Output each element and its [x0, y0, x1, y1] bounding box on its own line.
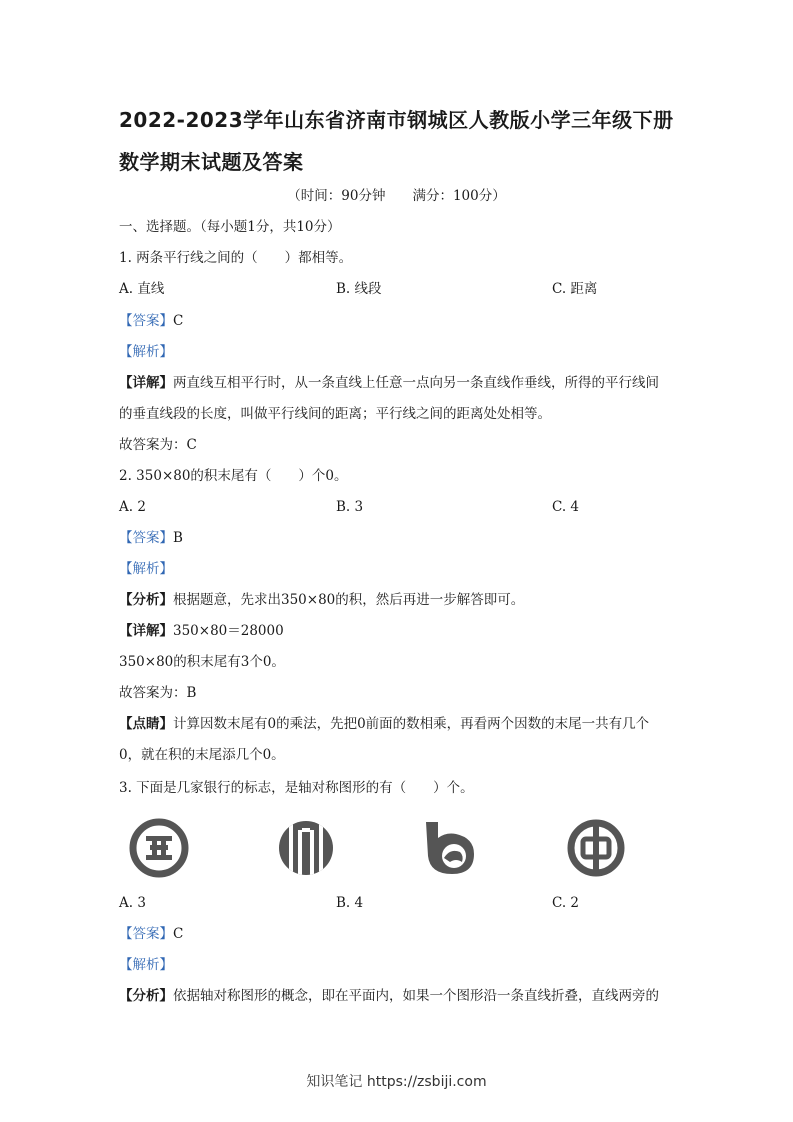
question-3-analysis-tag: 【解析】 — [119, 957, 173, 973]
question-3-answer — [119, 925, 183, 943]
detail-text: 两直线互相平行时，从一条直线上任意一点向另一条直线作垂线，所得的平行线间 — [173, 375, 659, 391]
dianjing-text: 计算因数末尾有0的乘法，先把0前面的数相乘，再看两个因数的末尾一共有几个 — [173, 716, 650, 732]
question-2-option-b: B. 3 — [336, 499, 364, 515]
bank-logo-2-icon — [276, 818, 336, 878]
question-1-stem: 1. 两条平行线之间的（ ）都相等。 — [119, 250, 353, 266]
question-2-dianjing-line-2: 0，就在积的末尾添几个0。 — [119, 747, 285, 763]
answer-tag: 【答案】 — [119, 926, 173, 942]
answer-value: C — [173, 926, 184, 942]
fenxi-tag: 【分析】 — [119, 592, 173, 608]
detail-tag: 【详解】 — [119, 623, 173, 639]
fenxi-text: 根据题意，先求出350×80的积，然后再进一步解答即可。 — [173, 592, 525, 608]
detail-text: 350×80＝28000 — [173, 623, 284, 639]
detail-tag: 【详解】 — [119, 375, 173, 391]
dianjing-tag: 【点睛】 — [119, 716, 173, 732]
document-title-line-2: 数学期末试题及答案 — [119, 150, 304, 174]
question-3-option-c: C. 2 — [552, 895, 580, 911]
question-2-answer — [119, 529, 183, 547]
question-2-detail-line-2: 350×80的积末尾有3个0。 — [119, 654, 285, 670]
bank-logo-4-icon — [566, 818, 626, 878]
question-2-option-a: A. 2 — [119, 499, 146, 515]
question-2-stem: 2. 350×80的积末尾有（ ）个0。 — [119, 468, 348, 484]
question-1-option-b: B. 线段 — [336, 281, 382, 297]
question-1-detail-line-2: 的垂直线段的长度，叫做平行线间的距离；平行线之间的距离处处相等。 — [119, 406, 551, 422]
question-2-analysis-tag: 【解析】 — [119, 561, 173, 577]
answer-tag: 【答案】 — [119, 313, 173, 329]
exam-meta: （时间：90分钟 满分：100分） — [287, 188, 506, 204]
bank-logo-3-icon — [420, 818, 480, 878]
question-2-detail-line-1 — [119, 622, 284, 640]
question-1-option-c: C. 距离 — [552, 281, 598, 297]
question-3-option-b: B. 4 — [336, 895, 364, 911]
bank-logo-1-icon — [129, 818, 189, 878]
question-2-option-c: C. 4 — [552, 499, 580, 515]
question-2-dianjing-line-1 — [119, 715, 649, 733]
answer-value: C — [173, 313, 184, 329]
question-2-conclusion: 故答案为：B — [119, 685, 197, 701]
answer-value: B — [173, 530, 183, 546]
question-1-option-a: A. 直线 — [119, 281, 165, 297]
fenxi-text: 依据轴对称图形的概念，即在平面内，如果一个图形沿一条直线折叠，直线两旁的 — [173, 988, 659, 1004]
answer-tag: 【答案】 — [119, 530, 173, 546]
question-2-fenxi — [119, 591, 524, 609]
question-1-conclusion: 故答案为：C — [119, 437, 197, 453]
question-1-detail-line-1 — [119, 374, 659, 392]
question-3-stem: 3. 下面是几家银行的标志，是轴对称图形的有（ ）个。 — [119, 780, 474, 796]
question-1-analysis-tag: 【解析】 — [119, 344, 173, 360]
question-3-option-a: A. 3 — [119, 895, 146, 911]
section-heading: 一、选择题。（每小题1分，共10分） — [119, 219, 341, 235]
document-title-line-1: 2022-2023学年山东省济南市钢城区人教版小学三年级下册 — [119, 108, 674, 132]
question-3-fenxi — [119, 987, 659, 1005]
fenxi-tag: 【分析】 — [119, 988, 173, 1004]
question-1-answer — [119, 312, 183, 330]
page-footer-watermark: 知识笔记 https://zsbiji.com — [306, 1074, 487, 1090]
